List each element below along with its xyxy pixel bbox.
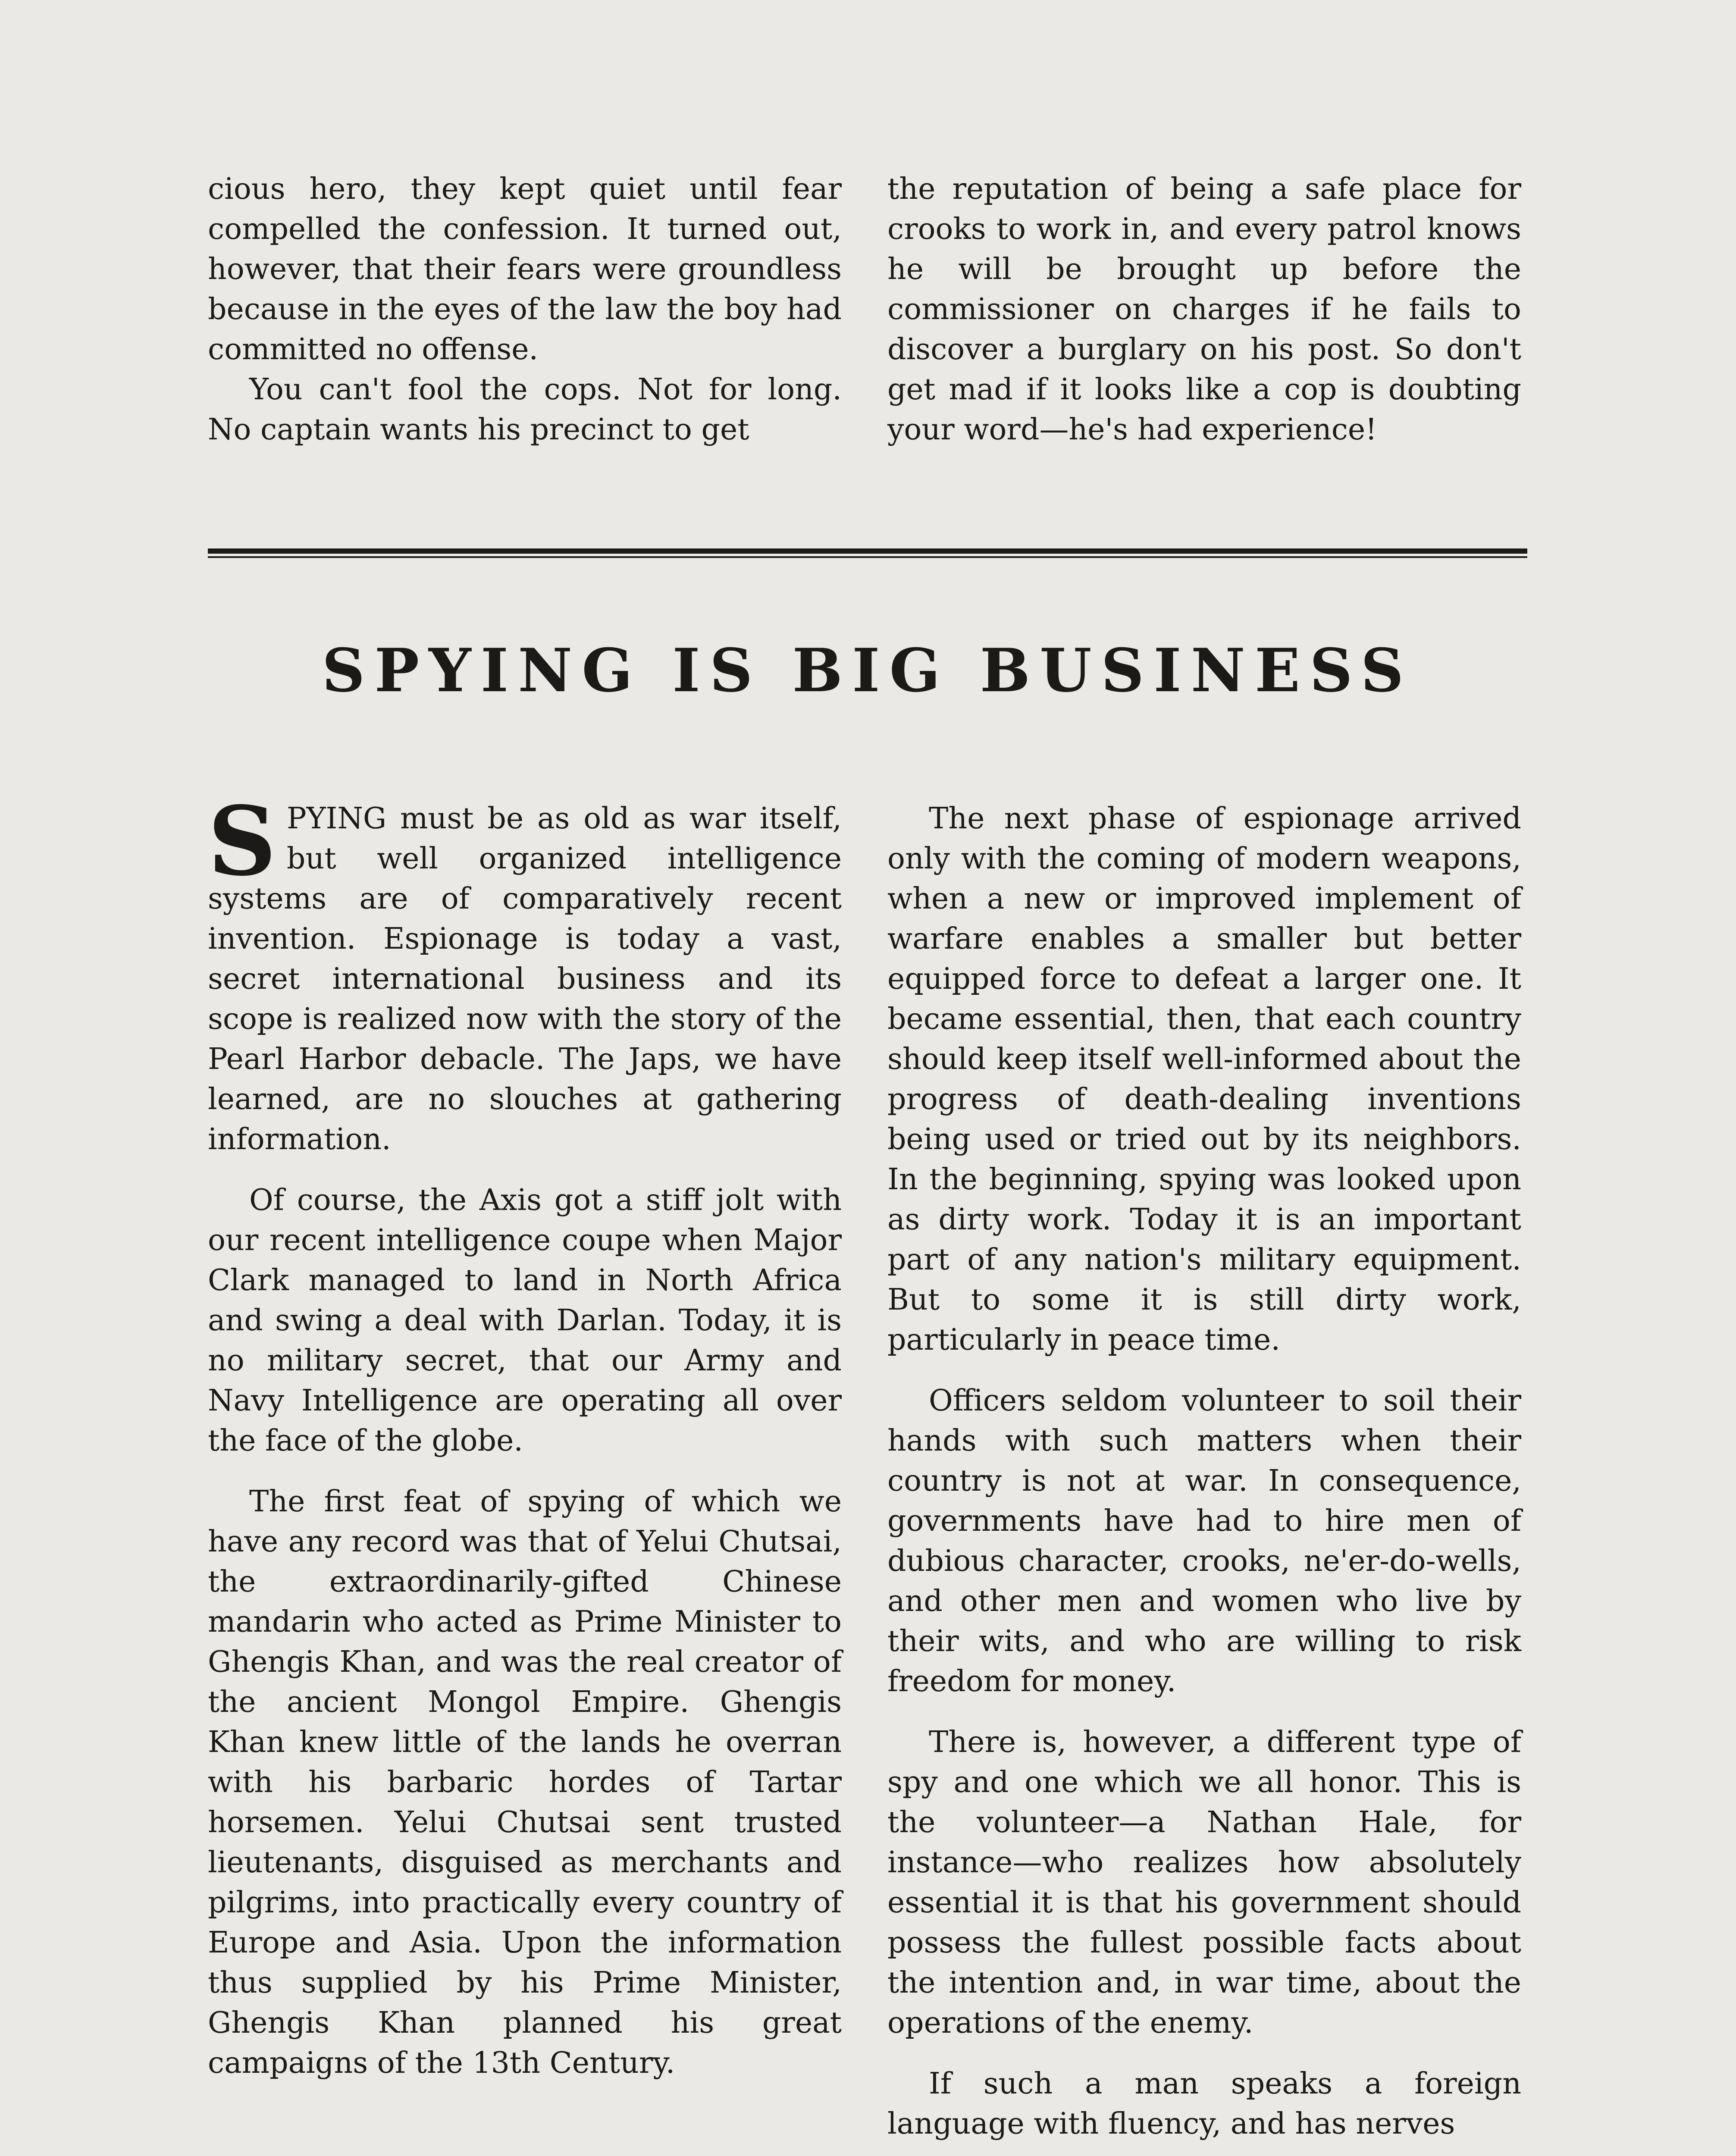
article-paragraph-3: The first feat of spying of which we have any record was that of Yelui Chutsai, the extraordinarily-gifted Chinese mandarin who acted as Prime Minister to Ghengis Khan, and was the real creator of the ancient Mongol Empire. Ghengis Khan knew little of the lands he overran with his barbaric hordes of Tartar horsemen. Yelui Chutsai sent trusted lieutenants, disguised as merchants and pilgrims, into practically every country of Europe and Asia. Upon the information thus supplied by his Prime Minister, Ghengis Khan planned his great campaigns of the 13th Century. <box>208 1485 842 2080</box>
divider-thick-line <box>208 548 1527 554</box>
top-left-paragraph-1: cious hero, they kept quiet until fear compelled the confession. It turned out, however, that their fears were groundless because in the eyes of the law the boy had committed no offense. <box>208 172 842 367</box>
article-paragraph-6: There is, however, a different type of spy and one which we all honor. This is the volunteer—a Nathan Hale, for instance—who realizes how absolutely essential it is that his government should possess the fullest possible facts about the intention and, in war time, about the operations of the enemy. <box>887 1725 1521 2040</box>
article-paragraph-5: Officers seldom volunteer to soil their hands with such matters when their country is not at war. In consequence, governments have had to hire men of dubious character, crooks, ne'er-do-wells, and other men and women who live by their wits, and who are willing to risk freedom for money. <box>887 1384 1521 1698</box>
top-left-column <box>208 169 842 450</box>
article-paragraph-7: If such a man speaks a foreign language with fluency, and has nerves <box>887 2067 1521 2141</box>
section-divider <box>208 548 1527 560</box>
article-title: SPYING IS BIG BUSINESS <box>322 635 1413 705</box>
divider-thin-line <box>208 556 1527 558</box>
drop-cap: S <box>208 785 276 897</box>
top-right-paragraph-1: the reputation of being a safe place for crooks to work in, and every patrol knows he will be brought up before the commissioner on charges if he fails to discover a burglary on his post. So don't get mad if it looks like a cop is doubting your word—he's had experience! <box>887 172 1521 447</box>
top-right-column <box>887 169 1521 450</box>
article-paragraph-2: Of course, the Axis got a stiff jolt with our recent intelligence coupe when Major Clark managed to land in North Africa and swing a deal with Darlan. Today, it is no military secret, that our Army and Navy Intelligence are operating all over the face of the globe. <box>208 1183 842 1458</box>
article-paragraph-4: The next phase of espionage arrived only with the coming of modern weapons, when a new or improved implement of warfare enables a smaller but better equipped force to defeat a larger one. It became essential, then, that each country should keep itself well-informed about the progress of death-dealing inventions being used or tried out by its neighbors. In the beginning, spying was looked upon as dirty work. Today it is an important part of any nation's military equipment. But to some it is still dirty work, particularly in peace time. <box>887 802 1521 1357</box>
article-paragraph-1 <box>208 785 842 1159</box>
article-right-column <box>887 799 1521 2144</box>
article-paragraph-1-text: PYING must be as old as war itself, but well organized intelligence systems are of comparatively recent invention. Espionage is today a vast, secret international business and its scope is realized now with the story of the Pearl Harbor debacle. The Japs, we have learned, are no slouches at gathering information. <box>208 802 842 1156</box>
article-left-column <box>208 785 842 2083</box>
top-left-paragraph-2: You can't fool the cops. Not for long. No captain wants his precinct to get <box>208 373 842 447</box>
